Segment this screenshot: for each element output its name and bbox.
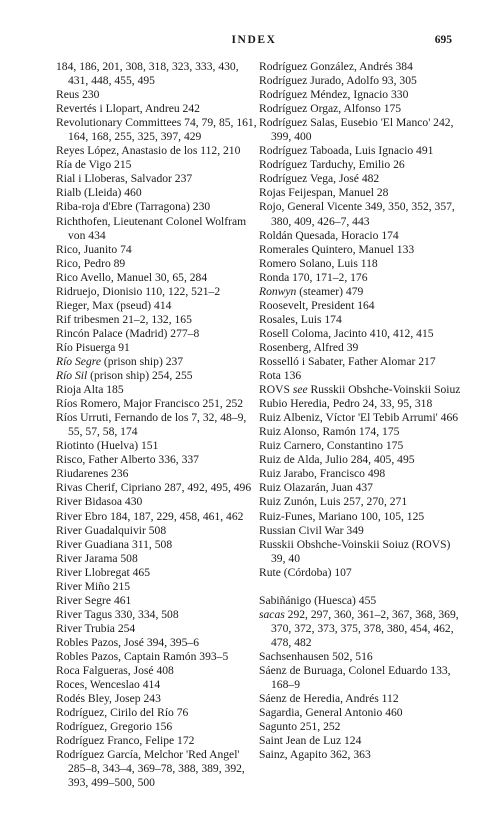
- index-entry: [56, 313, 261, 327]
- index-entry: [259, 200, 467, 228]
- entry-text: Rojas Feijespan, Manuel 28: [259, 186, 389, 200]
- entry-text: Sáenz de Heredia, Andrés 112: [259, 692, 399, 706]
- see-target: Russkii Obshche-Voinskii Soiuz: [307, 383, 461, 397]
- entry-text: Sabiñánigo (Huesca) 455: [259, 593, 377, 607]
- entry-text: Ruiz Alonso, Ramón 174, 175: [259, 425, 400, 439]
- index-entry: [56, 215, 261, 243]
- index-entry: [56, 158, 261, 172]
- index-entry: [259, 692, 467, 706]
- index-entry: [259, 313, 467, 327]
- entry-text: Rico, Pedro 89: [56, 256, 126, 270]
- entry-text: Rioja Alta 185: [56, 383, 124, 397]
- entry-text: Romerales Quintero, Manuel 133: [259, 242, 415, 256]
- entry-text: River Guadalquivir 508: [56, 523, 167, 537]
- index-entry: [56, 678, 261, 692]
- index-entry: [56, 299, 261, 313]
- entry-text: Revolutionary Committees 74, 79, 85, 161, 164, 168, 255, 325, 397, 429: [56, 116, 257, 144]
- entry-text: Ridruejo, Dionisio 110, 122, 521–2: [56, 284, 221, 298]
- index-entry: [56, 172, 261, 186]
- index-entry: [56, 481, 261, 495]
- entry-text: Río Pisuerga 91: [56, 340, 130, 354]
- entry-text: Ríos Urruti, Fernando de los 7, 32, 48–9, 55, 57, 58, 174: [56, 411, 247, 439]
- index-entry: [56, 622, 261, 636]
- entry-text: Rincón Palace (Madrid) 277–8: [56, 326, 200, 340]
- section-break: [259, 580, 467, 594]
- index-entry: [259, 538, 467, 566]
- entry-text: Rodríguez Vega, José 482: [259, 172, 380, 186]
- entry-text: River Ebro 184, 187, 229, 458, 461, 462: [56, 509, 244, 523]
- entry-text: Sáenz de Buruaga, Colonel Eduardo 133, 168–9: [259, 663, 451, 692]
- entry-text: Rialb (Lleida) 460: [56, 186, 142, 200]
- page-number: 695: [434, 34, 452, 46]
- entry-italic-term: Río Sil: [56, 369, 88, 383]
- entry-text: Rodríguez Tarduchy, Emilio 26: [259, 158, 405, 172]
- index-entry: [56, 397, 261, 411]
- entry-text: Ronda 170, 171–2, 176: [259, 270, 368, 284]
- index-entry: [56, 692, 261, 706]
- entry-text: Rosenberg, Alfred 39: [259, 340, 359, 354]
- index-entry: [56, 88, 261, 102]
- index-entry: [259, 439, 467, 453]
- entry-text: Ruiz de Alda, Julio 284, 405, 495: [259, 453, 415, 467]
- index-entry: [259, 734, 467, 748]
- entry-text: Riudarenes 236: [56, 467, 129, 481]
- entry-text: Revertés i Llopart, Andreu 242: [56, 102, 200, 116]
- index-entry: [259, 650, 467, 664]
- entry-text: Rico, Juanito 74: [56, 242, 132, 256]
- entry-text: 184, 186, 201, 308, 318, 323, 333, 430, 431, 448, 455, 495: [56, 60, 239, 88]
- entry-text: Ría de Vigo 215: [56, 158, 132, 172]
- entry-text: Roldán Quesada, Horacio 174: [259, 228, 399, 242]
- entry-text: Reus 230: [56, 88, 100, 102]
- index-entry: [259, 524, 467, 538]
- index-entry: [259, 510, 467, 524]
- index-entry: [56, 664, 261, 678]
- index-entry: [56, 411, 261, 439]
- index-entry: [56, 116, 261, 144]
- index-entry: [259, 481, 467, 495]
- entry-text: Rota 136: [259, 369, 302, 383]
- entry-text: Riba-roja d'Ebre (Tarragona) 230: [56, 200, 211, 214]
- entry-text: Rodríguez González, Andrés 384: [259, 60, 413, 73]
- index-entry: [56, 524, 261, 538]
- index-entry: [259, 355, 467, 369]
- index-entry: [56, 383, 261, 397]
- entry-italic-term: Ronwyn: [259, 284, 297, 298]
- entry-text: Sagunto 251, 252: [259, 720, 341, 734]
- index-entry: [56, 60, 261, 88]
- index-entry: [259, 158, 467, 172]
- index-entry: [259, 748, 467, 762]
- entry-text: Rosales, Luis 174: [259, 312, 342, 326]
- entry-text: River Miño 215: [56, 579, 131, 593]
- entry-text: Russkii Obshche-Voinskii Soiuz (ROVS) 39, 40: [259, 537, 451, 565]
- index-entry: [259, 172, 467, 186]
- entry-text: Saint Jean de Luz 124: [259, 734, 362, 748]
- entry-text: (prison ship) 254, 255: [87, 369, 193, 383]
- entry-text: Roosevelt, President 164: [259, 298, 375, 312]
- entry-text: Rodríguez, Cirilo del Río 76: [56, 706, 189, 720]
- entry-text: Ruiz-Funes, Mariano 100, 105, 125: [259, 509, 425, 523]
- entry-text: Sachsenhausen 502, 516: [259, 649, 373, 663]
- index-entry: [259, 116, 467, 144]
- entry-text: River Bidasoa 430: [56, 495, 143, 509]
- index-entry: [259, 453, 467, 467]
- index-entry: [56, 748, 261, 790]
- index-entry: [259, 74, 467, 88]
- entry-text: Ruiz Albeniz, Víctor 'El Tebib Arrumi' 466: [259, 411, 459, 425]
- index-entry: [56, 552, 261, 566]
- entry-text: Rivas Cherif, Cipriano 287, 492, 495, 496: [56, 481, 252, 495]
- index-entry: [259, 88, 467, 102]
- entry-italic-term: sacas: [259, 607, 285, 621]
- entry-text: Rial i Lloberas, Salvador 237: [56, 172, 193, 186]
- index-entry: [56, 650, 261, 664]
- index-entry: [56, 341, 261, 355]
- index-entry: [259, 102, 467, 116]
- entry-text: Rif tribesmen 21–2, 132, 165: [56, 312, 192, 326]
- entry-text: Rojo, General Vicente 349, 350, 352, 357, 380, 409, 426–7, 443: [259, 200, 455, 228]
- index-entry: [56, 594, 261, 608]
- index-entry: [56, 580, 261, 594]
- index-entry: [259, 285, 467, 299]
- index-column-right: [259, 60, 467, 762]
- index-entry: [56, 636, 261, 650]
- entry-text: Rubio Heredia, Pedro 24, 33, 95, 318: [259, 397, 433, 411]
- index-entry: [56, 608, 261, 622]
- index-entry: [56, 257, 261, 271]
- index-entry: [56, 566, 261, 580]
- entry-text: Rute (Córdoba) 107: [259, 565, 352, 579]
- index-entry: [259, 257, 467, 271]
- index-entry: [259, 411, 467, 425]
- index-entry: [259, 467, 467, 481]
- index-entry: [56, 538, 261, 552]
- index-entry: [56, 734, 261, 748]
- entry-text: Ruiz Jarabo, Francisco 498: [259, 467, 386, 481]
- entry-text: Rico Avello, Manuel 30, 65, 284: [56, 270, 208, 284]
- index-entry: [259, 397, 467, 411]
- entry-text: Sagardia, General Antonio 460: [259, 706, 403, 720]
- index-entry: [56, 369, 261, 383]
- index-entry: [259, 186, 467, 200]
- entry-text: Risco, Father Alberto 336, 337: [56, 453, 199, 467]
- header-title: INDEX: [231, 34, 277, 46]
- index-entry: [259, 566, 467, 580]
- entry-text: River Segre 461: [56, 593, 132, 607]
- entry-text: Ruiz Zunón, Luis 257, 270, 271: [259, 495, 408, 509]
- entry-text: Rodríguez, Gregorio 156: [56, 720, 173, 734]
- see-reference: see: [292, 383, 308, 397]
- entry-text: Roces, Wenceslao 414: [56, 678, 161, 692]
- index-entry: [56, 102, 261, 116]
- index-entry: [56, 285, 261, 299]
- entry-text: Rodés Bley, Josep 243: [56, 692, 161, 706]
- index-entry: [56, 510, 261, 524]
- entry-text: Robles Pazos, Captain Ramón 393–5: [56, 649, 229, 663]
- entry-text: River Tagus 330, 334, 508: [56, 607, 179, 621]
- entry-text: Sainz, Agapito 362, 363: [259, 748, 371, 762]
- index-entry: [259, 299, 467, 313]
- entry-text: River Guadiana 311, 508: [56, 537, 173, 551]
- entry-text: Rosselló i Sabater, Father Alomar 217: [259, 354, 436, 368]
- entry-text: River Trubia 254: [56, 621, 136, 635]
- entry-text: Rodríguez García, Melchor 'Red Angel' 285–8, 343–4, 369–78, 388, 389, 392, 393, 499–500, 500: [56, 748, 245, 790]
- index-entry: [56, 243, 261, 257]
- index-entry: [259, 60, 467, 74]
- index-entry: [259, 608, 467, 650]
- index-entry: [259, 383, 467, 397]
- entry-text: Rodríguez Orgaz, Alfonso 175: [259, 102, 402, 116]
- index-entry: [259, 706, 467, 720]
- index-entry: [259, 229, 467, 243]
- entry-text: Russian Civil War 349: [259, 523, 364, 537]
- index-entry: [56, 144, 261, 158]
- entry-text: Ríos Romero, Major Francisco 251, 252: [56, 397, 244, 411]
- entry-text: River Llobregat 465: [56, 565, 151, 579]
- index-entry: [56, 327, 261, 341]
- index-entry: [259, 594, 467, 608]
- entry-text: Rodríguez Méndez, Ignacio 330: [259, 88, 409, 102]
- index-entry: [56, 355, 261, 369]
- entry-text: Rodríguez Jurado, Adolfo 93, 305: [259, 74, 417, 88]
- entry-text: Rieger, Max (pseud) 414: [56, 298, 172, 312]
- entry-text: Ruiz Olazarán, Juan 437: [259, 481, 373, 495]
- index-entry: [56, 200, 261, 214]
- entry-text: (prison ship) 237: [100, 354, 184, 368]
- entry-text: ROVS: [259, 383, 293, 397]
- index-entry: [259, 341, 467, 355]
- entry-text: Ruiz Carnero, Constantino 175: [259, 439, 404, 453]
- index-entry: [259, 243, 467, 257]
- entry-text: River Jarama 508: [56, 551, 138, 565]
- index-entry: [56, 439, 261, 453]
- index-entry: [259, 664, 467, 692]
- index-entry: [259, 144, 467, 158]
- index-entry: [56, 720, 261, 734]
- index-entry: [56, 467, 261, 481]
- index-entry: [56, 495, 261, 509]
- index-entry: [259, 271, 467, 285]
- entry-italic-term: Río Segre: [56, 354, 101, 368]
- entry-text: (steamer) 479: [296, 284, 364, 298]
- entry-text: 292, 297, 360, 361–2, 367, 368, 369, 370, 372, 373, 375, 378, 380, 454, 462, 478, 482: [271, 607, 459, 649]
- running-header: [56, 34, 452, 50]
- entry-text: Reyes López, Anastasio de los 112, 210: [56, 144, 241, 158]
- entry-text: Rosell Coloma, Jacinto 410, 412, 415: [259, 326, 434, 340]
- entry-text: Romero Solano, Luis 118: [259, 256, 378, 270]
- index-column-left: [56, 60, 261, 790]
- index-entry: [56, 186, 261, 200]
- entry-text: Robles Pazos, José 394, 395–6: [56, 635, 199, 649]
- entry-text: Rodríguez Taboada, Luis Ignacio 491: [259, 144, 434, 158]
- entry-text: Richthofen, Lieutenant Colonel Wolfram von 434: [56, 214, 247, 242]
- index-entry: [56, 271, 261, 285]
- index-entry: [259, 327, 467, 341]
- entry-text: Roca Falgueras, José 408: [56, 664, 174, 678]
- index-entry: [259, 495, 467, 509]
- entry-text: Rodríguez Salas, Eusebio 'El Manco' 242, 399, 400: [259, 116, 454, 144]
- entry-text: Rodríguez Franco, Felipe 172: [56, 734, 195, 748]
- index-entry: [259, 425, 467, 439]
- index-entry: [56, 706, 261, 720]
- index-entry: [56, 453, 261, 467]
- index-entry: [259, 720, 467, 734]
- index-entry: [259, 369, 467, 383]
- entry-text: Riotinto (Huelva) 151: [56, 439, 159, 453]
